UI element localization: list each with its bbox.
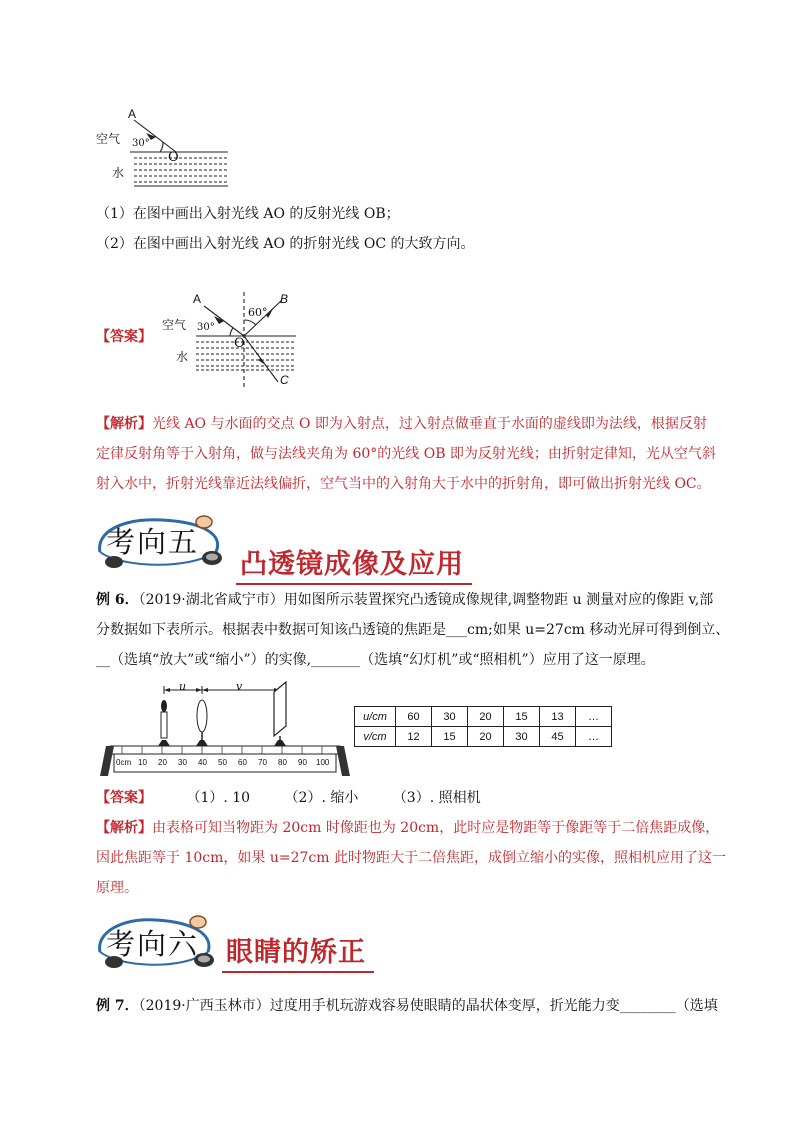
section6-title: 眼睛的矫正 — [222, 930, 374, 973]
fig2-label-a: A — [193, 292, 202, 306]
analysis6-line-1: 【解析】由表格可知当物距为 20cm 时像距也为 20cm，此时应是物距等于像距等于二倍焦距成像， — [96, 820, 720, 836]
table-header-cell: u/cm — [355, 707, 396, 727]
fig2-label-o: O — [234, 336, 245, 351]
section6-badge: 考向六 — [106, 927, 200, 961]
table-row — [355, 727, 612, 747]
table-cell: 15 — [504, 707, 540, 727]
answer6-a1: （1）. 10 — [186, 790, 251, 806]
table-row — [355, 707, 612, 727]
analysis6-line-3: 原理。 — [96, 880, 138, 896]
table-cell: 30 — [504, 727, 540, 747]
example6-line-1: 例 6．（2019·湖北省咸宁市）用如图所示装置探究凸透镜成像规律,调整物距 u 测量对应的像距 v,部 — [96, 592, 714, 608]
fig2-label-b: B — [280, 292, 289, 306]
fig1-label-water: 水 — [112, 166, 125, 180]
analysis-line-3: 射入水中，折射光线靠近法线偏折，空气当中的入射角大于水中的折射角，即可做出折射光线 OC。 — [96, 476, 711, 492]
analysis-tag: 【解析】 — [96, 416, 152, 432]
table-cell: 45 — [540, 727, 576, 747]
bench-v-label: v — [236, 680, 243, 693]
table-cell: 60 — [396, 707, 432, 727]
analysis-line-2: 定律反射角等于入射角，做与法线夹角为 60°的光线 OB 即为反射光线；由折射定律知，光从空气斜 — [96, 446, 716, 462]
table-header-cell: v/cm — [355, 727, 396, 747]
answer6-line — [96, 788, 481, 808]
question-2: （2）在图中画出入射光线 AO 的折射光线 OC 的大致方向。 — [96, 236, 475, 252]
fig2-label-angle60: 60° — [248, 306, 268, 319]
answer6-tag: 【答案】 — [96, 790, 152, 806]
fig2-label-water: 水 — [176, 350, 189, 364]
question-1: （1）在图中画出入射光线 AO 的反射光线 OB； — [96, 206, 400, 222]
table-cell: 20 — [468, 707, 504, 727]
answer-tag: 【答案】 — [96, 329, 152, 345]
analysis-line-1: 【解析】光线 AO 与水面的交点 O 即为入射点，过入射点做垂直于水面的虚线即为法线，根据反射 — [96, 416, 707, 432]
example7-line: 例 7．（2019·广西玉林市）过度用手机玩游戏容易使眼睛的晶状体变厚，折光能力变________（选填 — [96, 998, 718, 1014]
fig2-label-angle30: 30° — [197, 322, 215, 333]
bench-u-label: u — [179, 680, 187, 693]
table-cell: 30 — [432, 707, 468, 727]
analysis6-line-2: 因此焦距等于 10cm，如果 u=27cm 此时物距大于二倍焦距，成倒立缩小的实像，照相机应用了这一 — [96, 850, 726, 866]
fig1-label-a: A — [128, 107, 137, 121]
table-cell: 15 — [432, 727, 468, 747]
fig1-label-o: O — [168, 150, 179, 165]
answer6-a3: （3）. 照相机 — [392, 790, 481, 806]
answer6-a2: （2）. 缩小 — [284, 790, 359, 806]
section5-badge: 考向五 — [106, 525, 200, 559]
fig2-label-c: C — [280, 373, 289, 387]
example6-line-3: __（选填“放大”或“缩小”）的实像,_______（选填“幻灯机”或“照相机”）应用了这一原理。 — [96, 652, 655, 668]
example6-line-2: 分数据如下表所示。根据表中数据可知该凸透镜的焦距是___cm;如果 u=27cm 移动光屏可得到倒立、 — [96, 622, 730, 638]
table-cell: 12 — [396, 727, 432, 747]
table-cell: … — [576, 707, 612, 727]
section5-title: 凸透镜成像及应用 — [236, 542, 472, 585]
table-cell: … — [576, 727, 612, 747]
fig1-label-angle: 30° — [132, 138, 150, 149]
table-cell: 20 — [468, 727, 504, 747]
fig1-label-air: 空气 — [96, 132, 121, 146]
distance-table — [354, 706, 612, 747]
table-cell: 13 — [540, 707, 576, 727]
fig2-label-air: 空气 — [162, 318, 187, 332]
